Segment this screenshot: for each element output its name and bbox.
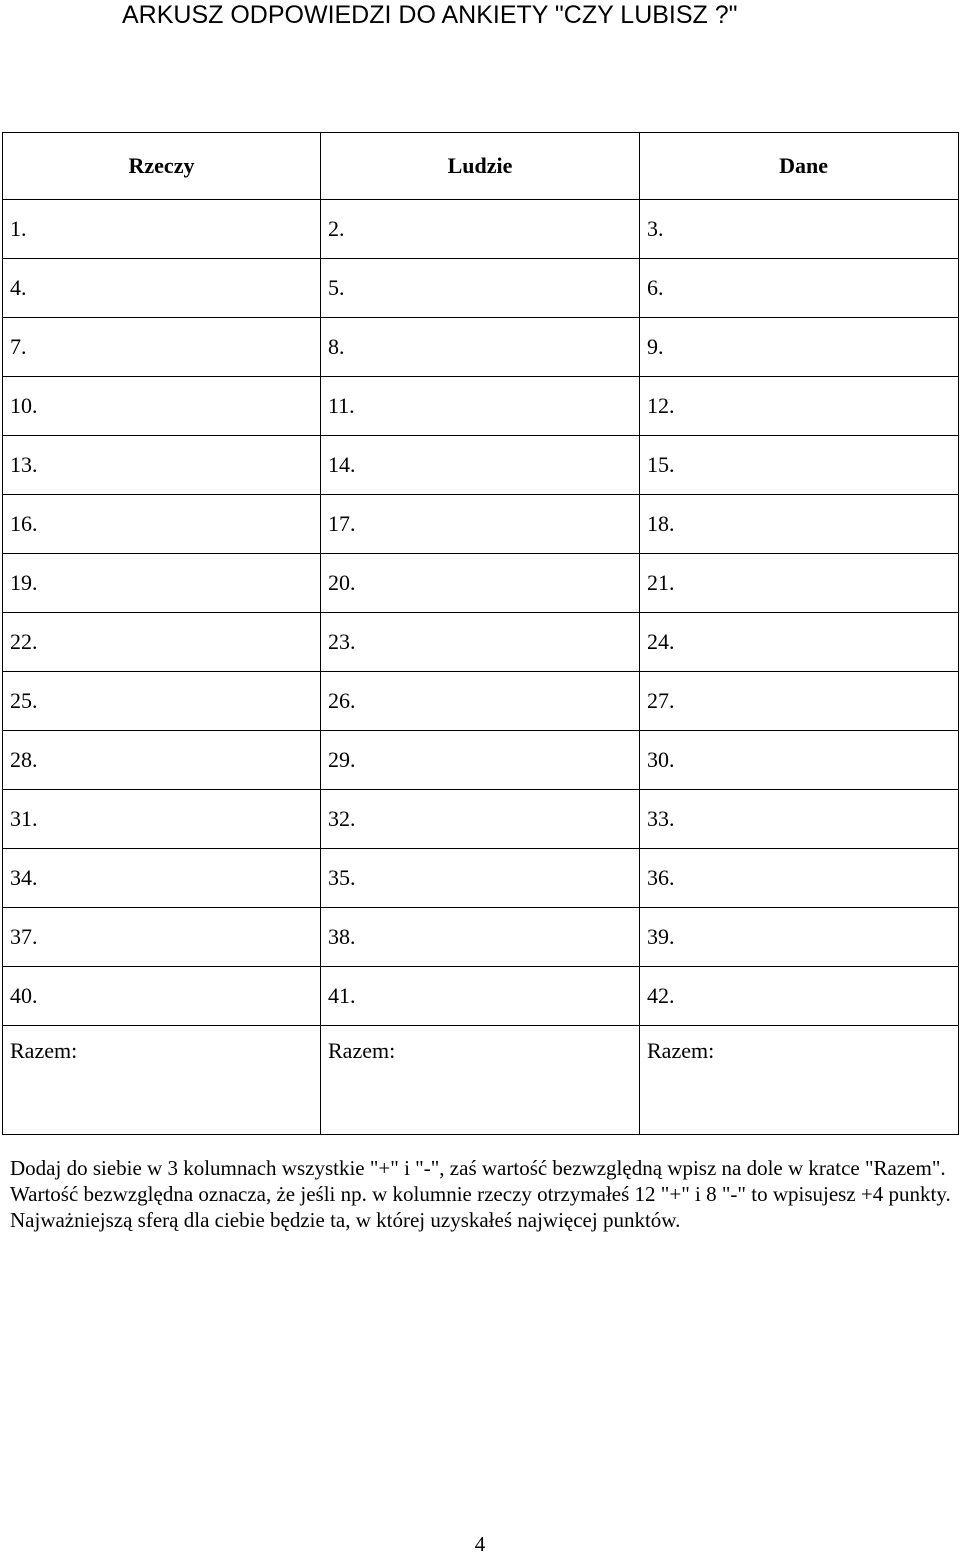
column-header-ludzie: Ludzie <box>321 133 640 200</box>
answer-cell[interactable]: 20. <box>321 554 640 613</box>
table-row <box>3 849 959 908</box>
instructions-paragraph: Dodaj do siebie w 3 kolumnach wszystkie "+" i "-", zaś wartość bezwzględną wpisz na dole w kratce "Razem". Wartość bezwzględna oznacza, że jeśli np. w kolumnie rzeczy otrzymałeś 12 "+" i 8 "-" to wpisujesz +4 punkty. <box>10 1156 951 1206</box>
table-row <box>3 613 959 672</box>
answer-cell[interactable]: 5. <box>321 259 640 318</box>
table-row <box>3 908 959 967</box>
answer-cell[interactable]: 32. <box>321 790 640 849</box>
answer-table <box>2 132 959 1135</box>
answer-cell[interactable]: 2. <box>321 200 640 259</box>
table-row <box>3 259 959 318</box>
answer-cell[interactable]: 34. <box>3 849 321 908</box>
answer-cell[interactable]: 3. <box>640 200 959 259</box>
total-cell-dane[interactable]: Razem: <box>640 1026 959 1135</box>
table-row <box>3 967 959 1026</box>
answer-cell[interactable]: 40. <box>3 967 321 1026</box>
table-row <box>3 495 959 554</box>
total-cell-rzeczy[interactable]: Razem: <box>3 1026 321 1135</box>
answer-cell[interactable]: 38. <box>321 908 640 967</box>
answer-cell[interactable]: 41. <box>321 967 640 1026</box>
answer-cell[interactable]: 11. <box>321 377 640 436</box>
answer-cell[interactable]: 31. <box>3 790 321 849</box>
answer-cell[interactable]: 33. <box>640 790 959 849</box>
total-cell-ludzie[interactable]: Razem: <box>321 1026 640 1135</box>
answer-cell[interactable]: 36. <box>640 849 959 908</box>
answer-cell[interactable]: 10. <box>3 377 321 436</box>
table-row <box>3 436 959 495</box>
page-number: 4 <box>474 1532 486 1556</box>
page-title: ARKUSZ ODPOWIEDZI DO ANKIETY "CZY LUBISZ ?" <box>122 1 738 29</box>
answer-cell[interactable]: 7. <box>3 318 321 377</box>
answer-cell[interactable]: 13. <box>3 436 321 495</box>
table-row <box>3 318 959 377</box>
answer-cell[interactable]: 35. <box>321 849 640 908</box>
instructions-paragraph: Najważniejszą sferą dla ciebie będzie ta, w której uzyskałeś najwięcej punktów. <box>10 1208 681 1232</box>
answer-cell[interactable]: 29. <box>321 731 640 790</box>
answer-cell[interactable]: 17. <box>321 495 640 554</box>
answer-cell[interactable]: 12. <box>640 377 959 436</box>
table-row <box>3 790 959 849</box>
table-row <box>3 672 959 731</box>
table-header-row <box>3 133 959 200</box>
answer-cell[interactable]: 8. <box>321 318 640 377</box>
table-row <box>3 554 959 613</box>
answer-cell[interactable]: 6. <box>640 259 959 318</box>
answer-cell[interactable]: 26. <box>321 672 640 731</box>
answer-cell[interactable]: 14. <box>321 436 640 495</box>
column-header-dane: Dane <box>640 133 959 200</box>
answer-cell[interactable]: 39. <box>640 908 959 967</box>
instructions <box>10 1155 955 1233</box>
table-row <box>3 200 959 259</box>
answer-cell[interactable]: 42. <box>640 967 959 1026</box>
answer-cell[interactable]: 15. <box>640 436 959 495</box>
table-row <box>3 731 959 790</box>
answer-cell[interactable]: 28. <box>3 731 321 790</box>
answer-cell[interactable]: 4. <box>3 259 321 318</box>
answer-cell[interactable]: 19. <box>3 554 321 613</box>
answer-cell[interactable]: 1. <box>3 200 321 259</box>
answer-cell[interactable]: 27. <box>640 672 959 731</box>
answer-cell[interactable]: 18. <box>640 495 959 554</box>
answer-cell[interactable]: 25. <box>3 672 321 731</box>
answer-cell[interactable]: 24. <box>640 613 959 672</box>
answer-cell[interactable]: 9. <box>640 318 959 377</box>
total-row <box>3 1026 959 1135</box>
answer-cell[interactable]: 30. <box>640 731 959 790</box>
answer-cell[interactable]: 22. <box>3 613 321 672</box>
answer-cell[interactable]: 23. <box>321 613 640 672</box>
answer-cell[interactable]: 21. <box>640 554 959 613</box>
answer-cell[interactable]: 37. <box>3 908 321 967</box>
table-row <box>3 377 959 436</box>
column-header-rzeczy: Rzeczy <box>3 133 321 200</box>
answer-cell[interactable]: 16. <box>3 495 321 554</box>
